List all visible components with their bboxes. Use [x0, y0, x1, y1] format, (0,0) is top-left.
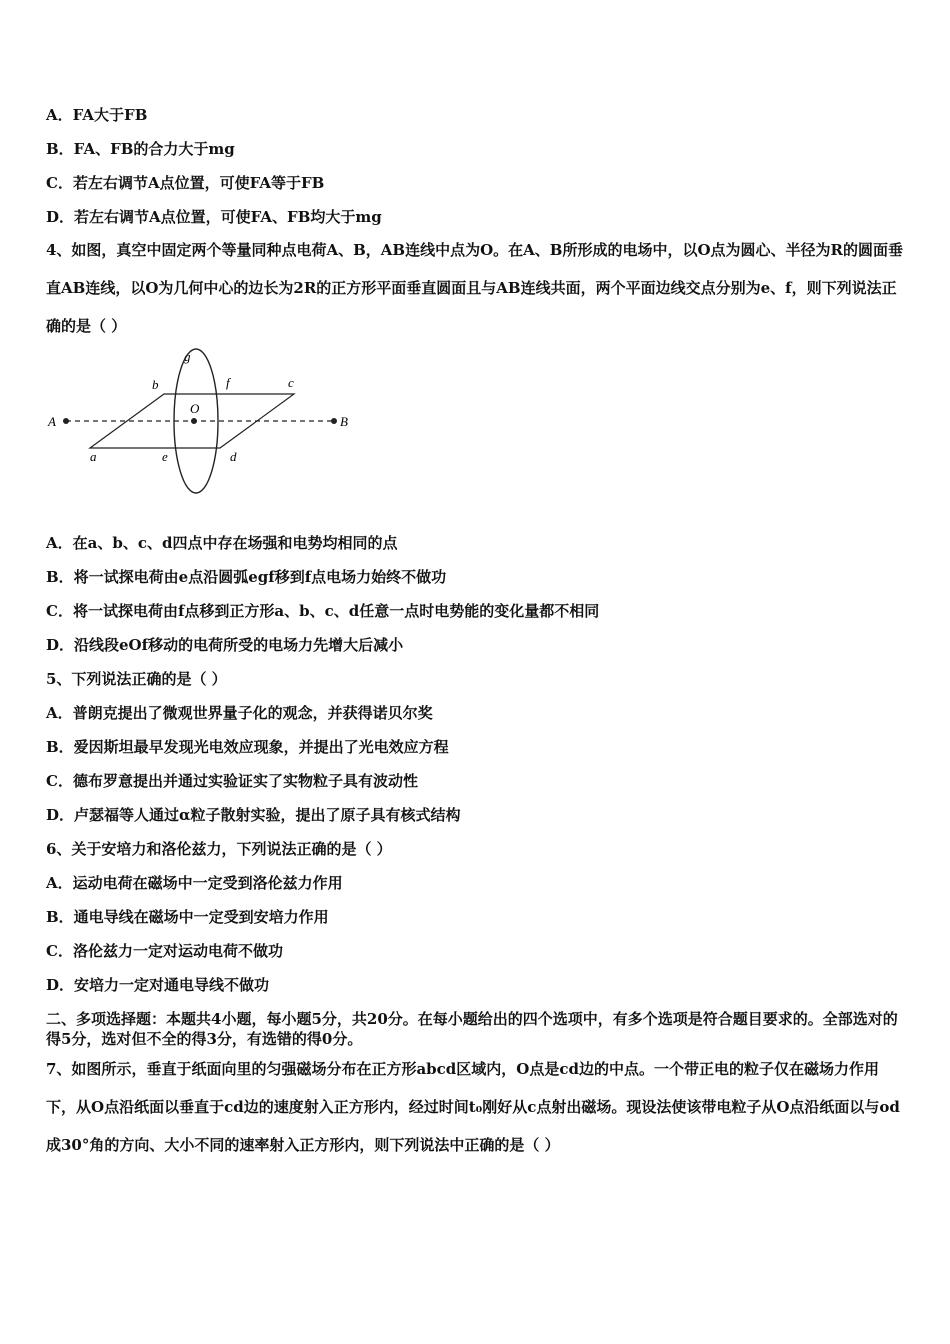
q6-option-d: D．安培力一定对通电导线不做功 — [46, 976, 270, 994]
q3-option-a: A．FA大于FB — [46, 106, 148, 124]
q4-option-a: A．在a、b、c、d四点中存在场强和电势均相同的点 — [46, 534, 398, 552]
label-c: c — [288, 375, 294, 390]
q7-stem: 7、如图所示，垂直于纸面向里的匀强磁场分布在正方形abcd区域内，O点是cd边的中点。一个带正电的粒子仅在磁场力作用下，从O点沿纸面以垂直于cd边的速度射入正方形内，经过时间t₀刚好从c点射出磁场。现设法使该带电粒子从O点沿纸面以与od成30°角的方向、大小不同的速率射入正方形内，则下列说法中正确的是（ ） — [46, 1060, 900, 1154]
charge-plane-diagram — [44, 345, 364, 503]
q5-option-b: B．爱因斯坦最早发现光电效应现象，并提出了光电效应方程 — [46, 738, 449, 756]
q6-option-a: A．运动电荷在磁场中一定受到洛伦兹力作用 — [46, 874, 343, 892]
label-O: O — [190, 401, 200, 416]
label-g: g — [184, 349, 191, 364]
label-e: e — [162, 449, 168, 464]
q5-option-d: D．卢瑟福等人通过α粒子散射实验，提出了原子具有核式结构 — [46, 806, 461, 824]
q4-option-d: D．沿线段eOf移动的电荷所受的电场力先增大后减小 — [46, 636, 404, 654]
q5-stem: 5、下列说法正确的是（ ） — [46, 670, 227, 688]
label-b: b — [152, 377, 159, 392]
q6-stem: 6、关于安培力和洛伦兹力，下列说法正确的是（ ） — [46, 840, 392, 858]
q6-option-b: B．通电导线在磁场中一定受到安培力作用 — [46, 908, 329, 926]
label-d: d — [230, 449, 237, 464]
q3-option-c: C．若左右调节A点位置，可使FA等于FB — [46, 174, 325, 192]
label-f: f — [226, 375, 230, 390]
q4-option-c: C．将一试探电荷由f点移到正方形a、b、c、d任意一点时电势能的变化量都不相同 — [46, 602, 600, 620]
point-a-charge — [63, 418, 69, 424]
q3-option-d: D．若左右调节A点位置，可使FA、FB均大于mg — [46, 208, 382, 226]
point-b-charge — [331, 418, 337, 424]
q6-option-c: C．洛伦兹力一定对运动电荷不做功 — [46, 942, 283, 960]
q4-stem: 4、如图，真空中固定两个等量同种点电荷A、B，AB连线中点为O。在A、B所形成的电场中，以O点为圆心、半径为R的圆面垂直AB连线，以O为几何中心的边长为2R的正方形平面垂直圆面且与AB连线共面，两个平面边线交点分别为e、f，则下列说法正确的是（ ） — [46, 241, 903, 335]
section-2-heading: 二、多项选择题：本题共4小题，每小题5分，共20分。在每小题给出的四个选项中，有多个选项是符合题目要求的。全部选对的得5分，选对但不全的得3分，有选错的得0分。 — [46, 1010, 898, 1048]
label-B: B — [340, 414, 348, 429]
q4-figure — [44, 345, 364, 503]
point-o — [191, 418, 197, 424]
q5-option-a: A．普朗克提出了微观世界量子化的观念，并获得诺贝尔奖 — [46, 704, 433, 722]
q4-option-b: B．将一试探电荷由e点沿圆弧egf移到f点电场力始终不做功 — [46, 568, 447, 586]
q3-option-b: B．FA、FB的合力大于mg — [46, 140, 235, 158]
label-A: A — [48, 414, 56, 429]
label-a: a — [90, 449, 97, 464]
q5-option-c: C．德布罗意提出并通过实验证实了实物粒子具有波动性 — [46, 772, 418, 790]
